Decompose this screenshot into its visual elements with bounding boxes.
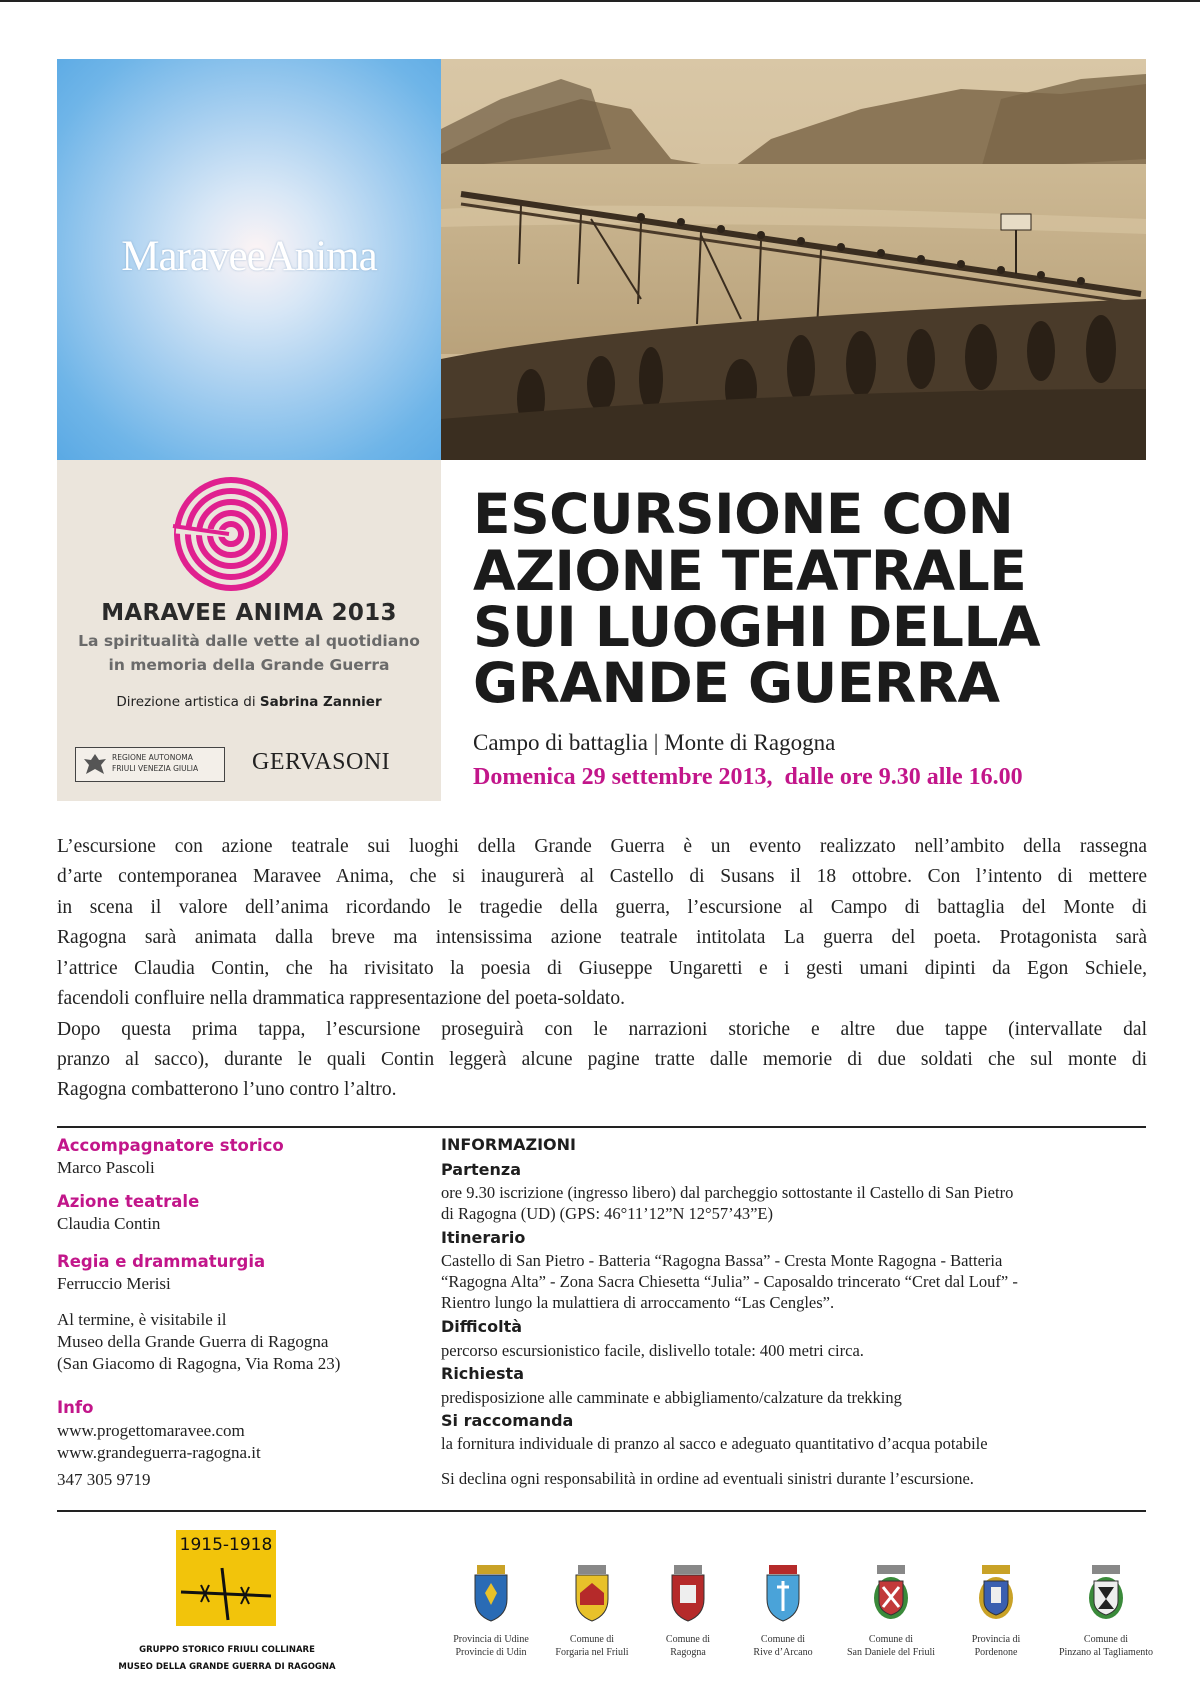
museum-text: Museo della Grande Guerra di Ragogna [57,1332,329,1351]
theatre-label: Azione teatrale [57,1192,200,1211]
sponsor-logo: GERVASONI [252,749,391,775]
festival-subtitle-1: La spiritualità dalle vette al quotidiano [78,632,420,650]
richiesta-label: Richiesta [441,1364,524,1383]
itinerario-text: Rientro lungo la mulattiera di arroccamento “Las Cengles”. [441,1293,835,1312]
crest-provincia-pordenone-icon [976,1565,1016,1623]
direction-label: Regia e drammaturgia [57,1252,266,1271]
crest-label: Comune di Ragogna [665,1634,711,1658]
info-label: Info [57,1398,94,1417]
itinerario-text: Castello di San Pietro - Batteria “Ragogna Bassa” - Cresta Monte Ragogna - Batteria [441,1251,1003,1270]
region-logo-text: REGIONE AUTONOMA [112,753,193,762]
raccomanda-label: Si raccomanda [441,1411,574,1430]
headline-line: AZIONE TEATRALE [473,539,1027,603]
website-link[interactable]: www.grandeguerra-ragogna.it [57,1443,261,1462]
festival-title: MARAVEE ANIMA 2013 [101,600,397,626]
festival-subtitle-2: in memoria della Grande Guerra [108,656,390,674]
crest-rive-arcano-icon [763,1565,803,1623]
crest-label: Comune di Rive d’Arcano [753,1634,813,1658]
spiral-logo-icon [171,474,291,594]
crest-provincia-udine-icon [471,1565,511,1623]
museum-text: Al termine, è visitabile il [57,1310,227,1329]
artistic-director-name: Sabrina Zannier [259,694,382,710]
body-line: facendoli confluire nella drammatica rappresentazione del poeta-soldato. [57,988,625,1009]
crest-label: Provincia di Pordenone [971,1634,1021,1658]
crest-label: Provincia di Udine Provincie di Udin [453,1634,529,1658]
event-location: Campo di battaglia | Monte di Ragogna [473,730,836,755]
richiesta-text: predisposizione alle camminate e abbigliamento/calzature da trekking [441,1388,902,1407]
info-heading: INFORMAZIONI [441,1135,576,1154]
body-line: in scena il valore dell’anima ricordando le tragedie della guerra, l’escursione al Campo di battaglia del Monte di [57,897,1147,918]
crest-ragogna-icon [668,1565,708,1623]
difficolta-text: percorso escursionistico facile, dislivello totale: 400 metri circa. [441,1341,864,1360]
region-logo-text: FRIULI VENEZIA GIULIA [112,764,199,773]
partenza-text: ore 9.30 iscrizione (ingresso libero) dal parcheggio sottostante il Castello di San Pietro [441,1183,1014,1202]
crest-label: Comune di San Daniele del Friuli [846,1634,936,1658]
headline-line: SUI LUOGHI DELLA [473,595,1041,659]
crest-label: Comune di Forgaria nel Friuli [555,1634,629,1658]
raccomanda-text: la fornitura individuale di pranzo al sacco e adeguato quantitativo d’acqua potabile [441,1434,988,1453]
brand-wordmark: MaraveeAnima [121,233,377,280]
artistic-direction [57,694,441,710]
bridge-photo-illustration [441,59,1146,460]
artistic-direction-label: Direzione artistica di [116,694,260,710]
crest-san-daniele-icon [871,1565,911,1623]
museum-name: MUSEO DELLA GRANDE GUERRA DI RAGOGNA [118,1662,336,1672]
partenza-text: di Ragogna (UD) (GPS: 46°11’12”N 12°57’43”E) [441,1204,773,1223]
footer-divider [57,1510,1146,1512]
difficolta-label: Difficoltà [441,1317,523,1336]
eagle-icon [80,750,110,780]
body-line: Ragogna combatterono l’uno contro l’altro. [57,1079,397,1100]
section-divider [57,1126,1146,1128]
disclaimer: Si declina ogni responsabilità in ordine ad eventuali sinistri durante l’escursione. [441,1469,974,1488]
partenza-label: Partenza [441,1160,521,1179]
body-line: L’escursione con azione teatrale sui luoghi della Grande Guerra è un evento realizzato nell’ambito della rassegna [57,836,1147,857]
event-date: Domenica 29 settembre 2013, dalle ore 9.30 alle 16.00 [473,764,1023,790]
headline-line: GRANDE GUERRA [473,651,1000,715]
headline-line: ESCURSIONE CON [473,482,1014,546]
itinerario-text: “Ragogna Alta” - Zona Sacra Chiesetta “Julia” - Caposaldo trincerato “Cret dal Louf” - [441,1272,1018,1291]
theatre-name: Claudia Contin [57,1214,161,1233]
guide-name: Marco Pascoli [57,1158,155,1177]
crest-pinzano-icon [1086,1565,1126,1623]
phone-number: 347 305 9719 [57,1470,151,1489]
direction-name: Ferruccio Merisi [57,1274,171,1293]
badge-years: 1915-1918 [179,1535,273,1555]
top-rule [0,0,1200,2]
crest-label: Comune di Pinzano al Tagliamento [1058,1634,1154,1658]
body-line: Dopo questa prima tappa, l’escursione proseguirà con le narrazioni storiche e altre due tappe (intervallate dal [57,1019,1147,1040]
itinerario-label: Itinerario [441,1228,526,1247]
historic-photo [441,59,1146,460]
body-line: Ragogna sarà animata dalla breve ma intensissima azione teatrale intitolata La guerra del poeta. Protagonista sarà [57,927,1147,948]
museum-text: (San Giacomo di Ragogna, Via Roma 23) [57,1354,341,1373]
crest-forgaria-icon [572,1565,612,1623]
website-link[interactable]: www.progettomaravee.com [57,1421,245,1440]
body-line: pranzo al sacco), durante le quali Contin leggerà alcune pagine tratte dalle memorie di due soldati che sul monte di [57,1049,1147,1070]
guide-label: Accompagnatore storico [57,1136,284,1155]
group-name: GRUPPO STORICO FRIULI COLLINARE [139,1645,315,1655]
body-line: l’attrice Claudia Contin, che ha rivisitato la poesia di Giuseppe Ungaretti e i gesti umani dipinti da Egon Schiele, [57,958,1147,979]
body-line: d’arte contemporanea Maravee Anima, che si inaugurerà al Castello di Susans il 18 ottobre. Con l’intento di mettere [57,866,1147,887]
